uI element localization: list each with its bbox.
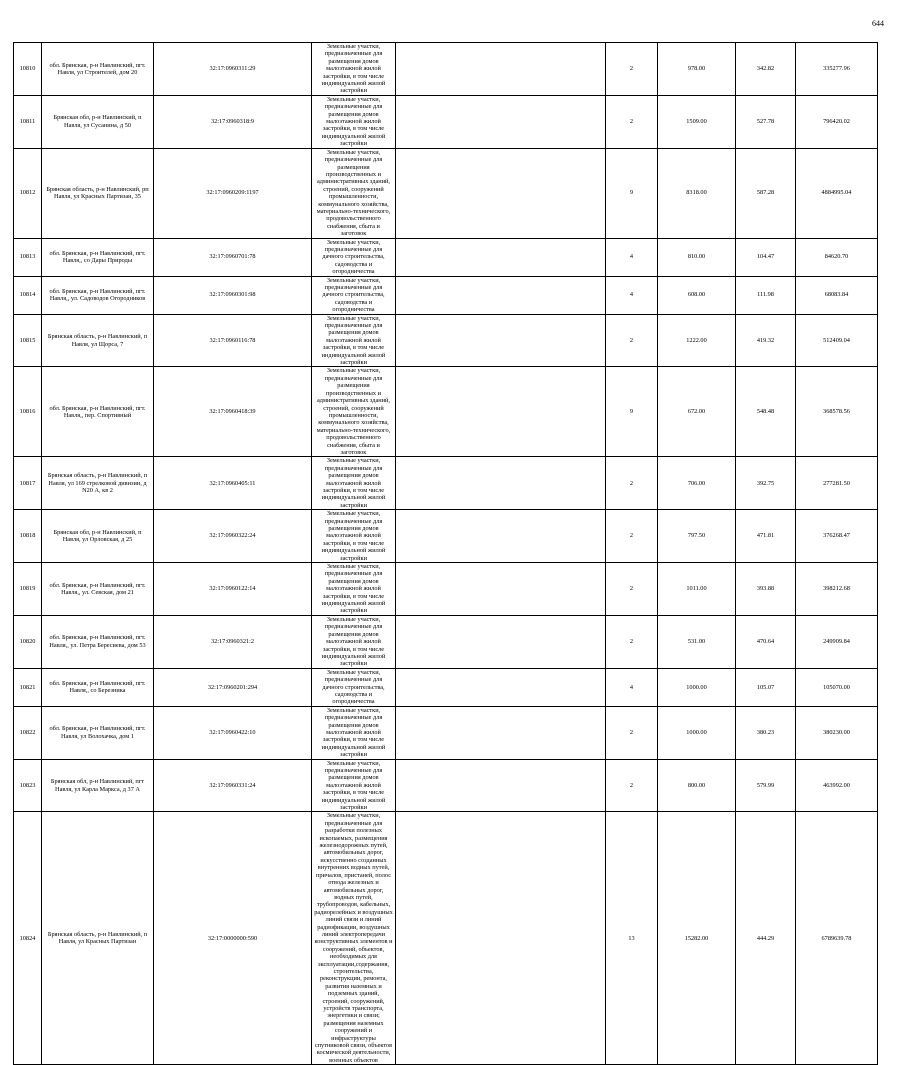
specific-value-cell: 470.64 — [736, 615, 796, 668]
land-use-cell: Земельные участки, предназначенные для размещения домов малоэтажной жилой застройки, в том числе индивидуальной жилой застройки — [312, 95, 396, 148]
cadastral-value-cell: 84620.70 — [796, 238, 878, 276]
land-use-cell: Земельные участки, предназначенные для размещения домов малоэтажной жилой застройки, в том числе индивидуальной жилой застройки — [312, 510, 396, 563]
cadastral-value-cell: 4884995.04 — [796, 148, 878, 238]
cadastral-value-cell: 368578.56 — [796, 367, 878, 457]
cadastral-number-cell: 32:17:0960321:2 — [154, 615, 312, 668]
record-number: 10818 — [14, 510, 42, 563]
area-cell: 15282.00 — [658, 812, 736, 1065]
empty-cell — [396, 148, 606, 238]
group-number-cell: 2 — [606, 615, 658, 668]
table-row — [14, 367, 878, 457]
table-row — [14, 314, 878, 367]
table-row — [14, 510, 878, 563]
group-number-cell: 2 — [606, 314, 658, 367]
address-cell: обл. Брянская, р-н Навлинский, пгт. Навля,, пер. Спортивный — [42, 367, 154, 457]
area-cell: 1011.00 — [658, 563, 736, 616]
specific-value-cell: 587.28 — [736, 148, 796, 238]
specific-value-cell: 105.07 — [736, 668, 796, 706]
specific-value-cell: 393.88 — [736, 563, 796, 616]
record-number: 10815 — [14, 314, 42, 367]
address-cell: обл. Брянская, р-н Навлинский, пгт. Навля,, ул. Петра Бересиева, дом 53 — [42, 615, 154, 668]
address-cell: Брянская область, р-н Навлинский, п Навля, ул Щорса, 7 — [42, 314, 154, 367]
record-number: 10816 — [14, 367, 42, 457]
area-cell: 1222.00 — [658, 314, 736, 367]
table-row — [14, 706, 878, 759]
table-row — [14, 812, 878, 1065]
land-use-cell: Земельные участки, предназначенные для размещения домов малоэтажной жилой застройки, в том числе индивидуальной жилой застройки — [312, 43, 396, 96]
land-use-cell: Земельные участки, предназначенные для размещения домов малоэтажной жилой застройки, в том числе индивидуальной жилой застройки — [312, 615, 396, 668]
address-cell: Брянская область, р-н Навлинский, п Навля, ул 169 стрелковой дивизии, д N20 А, кв 2 — [42, 457, 154, 510]
address-cell: Брянская область, р-н Навлинский, п Навля, ул Красных Партизан — [42, 812, 154, 1065]
record-number: 10822 — [14, 706, 42, 759]
cadastral-value-cell: 6789639.78 — [796, 812, 878, 1065]
address-cell: обл. Брянская, р-н Навлинский, пгт. Навля,, ул. Севская, дом 21 — [42, 563, 154, 616]
cadastral-value-cell: 68083.84 — [796, 276, 878, 314]
address-cell: Брянская обл, р-н Навлинский, п Навля, ул Сусанина, д 50 — [42, 95, 154, 148]
table-row — [14, 238, 878, 276]
cadastral-number-cell: 32:17:0960122:14 — [154, 563, 312, 616]
empty-cell — [396, 95, 606, 148]
area-cell: 706.00 — [658, 457, 736, 510]
land-use-cell: Земельные участки, предназначенные для дачного строительства, садоводства и огородничества — [312, 276, 396, 314]
area-cell: 531.00 — [658, 615, 736, 668]
table-row — [14, 43, 878, 96]
area-cell: 1509.00 — [658, 95, 736, 148]
group-number-cell: 2 — [606, 43, 658, 96]
cadastral-value-cell: 249909.84 — [796, 615, 878, 668]
record-number: 10824 — [14, 812, 42, 1065]
record-number: 10819 — [14, 563, 42, 616]
cadastral-number-cell: 32:17:0960701:78 — [154, 238, 312, 276]
cadastral-number-cell: 32:17:0960209:1197 — [154, 148, 312, 238]
table-row — [14, 276, 878, 314]
empty-cell — [396, 457, 606, 510]
cadastral-number-cell: 32:17:0960322:24 — [154, 510, 312, 563]
address-cell: Брянская обл, р-н Навлинский, пгт Навля, ул Карла Маркса, д 37 А — [42, 759, 154, 812]
group-number-cell: 9 — [606, 148, 658, 238]
specific-value-cell: 579.99 — [736, 759, 796, 812]
table-row — [14, 759, 878, 812]
address-cell: Брянская обл, р-н Навлинский, п Навля, ул Орловская, д 25 — [42, 510, 154, 563]
cadastral-number-cell: 32:17:0960418:39 — [154, 367, 312, 457]
area-cell: 978.00 — [658, 43, 736, 96]
record-number: 10814 — [14, 276, 42, 314]
record-number: 10812 — [14, 148, 42, 238]
specific-value-cell: 111.98 — [736, 276, 796, 314]
specific-value-cell: 527.78 — [736, 95, 796, 148]
area-cell: 810.00 — [658, 238, 736, 276]
area-cell: 8318.00 — [658, 148, 736, 238]
group-number-cell: 2 — [606, 510, 658, 563]
group-number-cell: 9 — [606, 367, 658, 457]
group-number-cell: 4 — [606, 668, 658, 706]
group-number-cell: 2 — [606, 457, 658, 510]
specific-value-cell: 471.81 — [736, 510, 796, 563]
table-row — [14, 148, 878, 238]
address-cell: обл. Брянская, р-н Навлинский, пгт. Навля,, со Березника — [42, 668, 154, 706]
empty-cell — [396, 276, 606, 314]
specific-value-cell: 392.75 — [736, 457, 796, 510]
empty-cell — [396, 812, 606, 1065]
cadastral-value-cell: 398212.68 — [796, 563, 878, 616]
table-row — [14, 615, 878, 668]
table-row — [14, 457, 878, 510]
land-use-cell: Земельные участки, предназначенные для дачного строительства, садоводства и огородничества — [312, 238, 396, 276]
group-number-cell: 4 — [606, 276, 658, 314]
specific-value-cell: 342.82 — [736, 43, 796, 96]
specific-value-cell: 548.48 — [736, 367, 796, 457]
record-number: 10810 — [14, 43, 42, 96]
record-number: 10820 — [14, 615, 42, 668]
cadastral-number-cell: 32:17:0960318:9 — [154, 95, 312, 148]
record-number: 10821 — [14, 668, 42, 706]
empty-cell — [396, 510, 606, 563]
empty-cell — [396, 615, 606, 668]
land-use-cell: Земельные участки, предназначенные для размещения производственных и административных зданий, строений, сооружений промышленности, коммунального хозяйства, материально-технического, продовольственного снабжения, сбыта и заготовок — [312, 367, 396, 457]
group-number-cell: 4 — [606, 238, 658, 276]
cadastral-value-cell: 335277.96 — [796, 43, 878, 96]
address-cell: обл. Брянская, р-н Навлинский, пгт. Навля,, со Дары Природы — [42, 238, 154, 276]
cadastral-value-cell: 105070.00 — [796, 668, 878, 706]
record-number: 10823 — [14, 759, 42, 812]
cadastral-number-cell: 32:17:0000000:590 — [154, 812, 312, 1065]
empty-cell — [396, 563, 606, 616]
group-number-cell: 13 — [606, 812, 658, 1065]
specific-value-cell: 380.23 — [736, 706, 796, 759]
address-cell: обл. Брянская, р-н Навлинский, пгт. Навля, ул Строителей, дом 20 — [42, 43, 154, 96]
area-cell: 1000.00 — [658, 668, 736, 706]
record-number: 10813 — [14, 238, 42, 276]
cadastral-number-cell: 32:17:0960422:10 — [154, 706, 312, 759]
land-use-cell: Земельные участки, предназначенные для размещения домов малоэтажной жилой застройки, в том числе индивидуальной жилой застройки — [312, 563, 396, 616]
area-cell: 797.50 — [658, 510, 736, 563]
land-use-cell: Земельные участки, предназначенные для размещения домов малоэтажной жилой застройки, в том числе индивидуальной жилой застройки — [312, 759, 396, 812]
empty-cell — [396, 367, 606, 457]
table-row — [14, 668, 878, 706]
cadastral-value-cell: 376268.47 — [796, 510, 878, 563]
cadastral-number-cell: 32:17:0960201:294 — [154, 668, 312, 706]
land-use-cell: Земельные участки, предназначенные для размещения домов малоэтажной жилой застройки, в том числе индивидуальной жилой застройки — [312, 706, 396, 759]
empty-cell — [396, 668, 606, 706]
empty-cell — [396, 43, 606, 96]
cadastral-value-cell: 380230.00 — [796, 706, 878, 759]
cadastral-number-cell: 32:17:0960311:29 — [154, 43, 312, 96]
cadastral-number-cell: 32:17:0960301:98 — [154, 276, 312, 314]
empty-cell — [396, 314, 606, 367]
record-number: 10811 — [14, 95, 42, 148]
group-number-cell: 2 — [606, 95, 658, 148]
group-number-cell: 2 — [606, 759, 658, 812]
land-use-cell: Земельные участки, предназначенные для дачного строительства, садоводства и огородничества — [312, 668, 396, 706]
group-number-cell: 2 — [606, 706, 658, 759]
table-row — [14, 563, 878, 616]
address-cell: обл. Брянская, р-н Навлинский, пгт. Навля,, ул. Садоводов Огородников — [42, 276, 154, 314]
specific-value-cell: 419.32 — [736, 314, 796, 367]
cadastral-value-cell: 463992.00 — [796, 759, 878, 812]
cadastral-value-cell: 277281.50 — [796, 457, 878, 510]
cadastral-number-cell: 32:17:0960405:11 — [154, 457, 312, 510]
address-cell: обл. Брянская, р-н Навлинский, пгт. Навля, ул Волохачка, дом 1 — [42, 706, 154, 759]
empty-cell — [396, 706, 606, 759]
empty-cell — [396, 238, 606, 276]
cadastral-number-cell: 32:17:0960116:78 — [154, 314, 312, 367]
area-cell: 800.00 — [658, 759, 736, 812]
land-use-cell: Земельные участки, предназначенные для размещения домов малоэтажной жилой застройки, в том числе индивидуальной жилой застройки — [312, 457, 396, 510]
empty-cell — [396, 759, 606, 812]
specific-value-cell: 104.47 — [736, 238, 796, 276]
area-cell: 608.00 — [658, 276, 736, 314]
group-number-cell: 2 — [606, 563, 658, 616]
cadastral-value-cell: 512409.04 — [796, 314, 878, 367]
page-number: 644 — [872, 19, 884, 28]
land-use-cell: Земельные участки, предназначенные для размещения производственных и административных зданий, строений, сооружений промышленности, коммунального хозяйства, материально-технического, продовольственного снабжения, сбыта и заготовок — [312, 148, 396, 238]
area-cell: 672.00 — [658, 367, 736, 457]
cadastral-value-table — [13, 42, 878, 1065]
land-use-cell: Земельные участки, предназначенные для размещения домов малоэтажной жилой застройки, в том числе индивидуальной жилой застройки — [312, 314, 396, 367]
area-cell: 1000.00 — [658, 706, 736, 759]
record-number: 10817 — [14, 457, 42, 510]
address-cell: Брянская область, р-н Навлинский, рп Навля, ул Красных Партизан, 35 — [42, 148, 154, 238]
cadastral-number-cell: 32:17:0960331:24 — [154, 759, 312, 812]
land-use-cell: Земельные участки, предназначенные для разработки полезных ископаемых, размещения железнодорожных путей, автомобильных дорог, искусственно созданных внутренних водных путей, причалов, пристаней, полос отвода железных и автомобильных дорог, водных путей, трубопроводов, кабельных, радиорелейных и воздушных линий связи и линий радиофикации, воздушных линий электропередачи конструктивных элементов и сооружений, объектов, необходимых для эксплуатации,содержания, строительства, реконструкции, ремонта, развития наземных и подземных зданий, строений, сооружений, устройств транспорта, энергетики и связи; размещения наземных сооружений и инфраструктуры спутниковой связи, объектов космической деятельности, военных объектов — [312, 812, 396, 1065]
cadastral-value-cell: 796420.02 — [796, 95, 878, 148]
table-row — [14, 95, 878, 148]
specific-value-cell: 444.29 — [736, 812, 796, 1065]
